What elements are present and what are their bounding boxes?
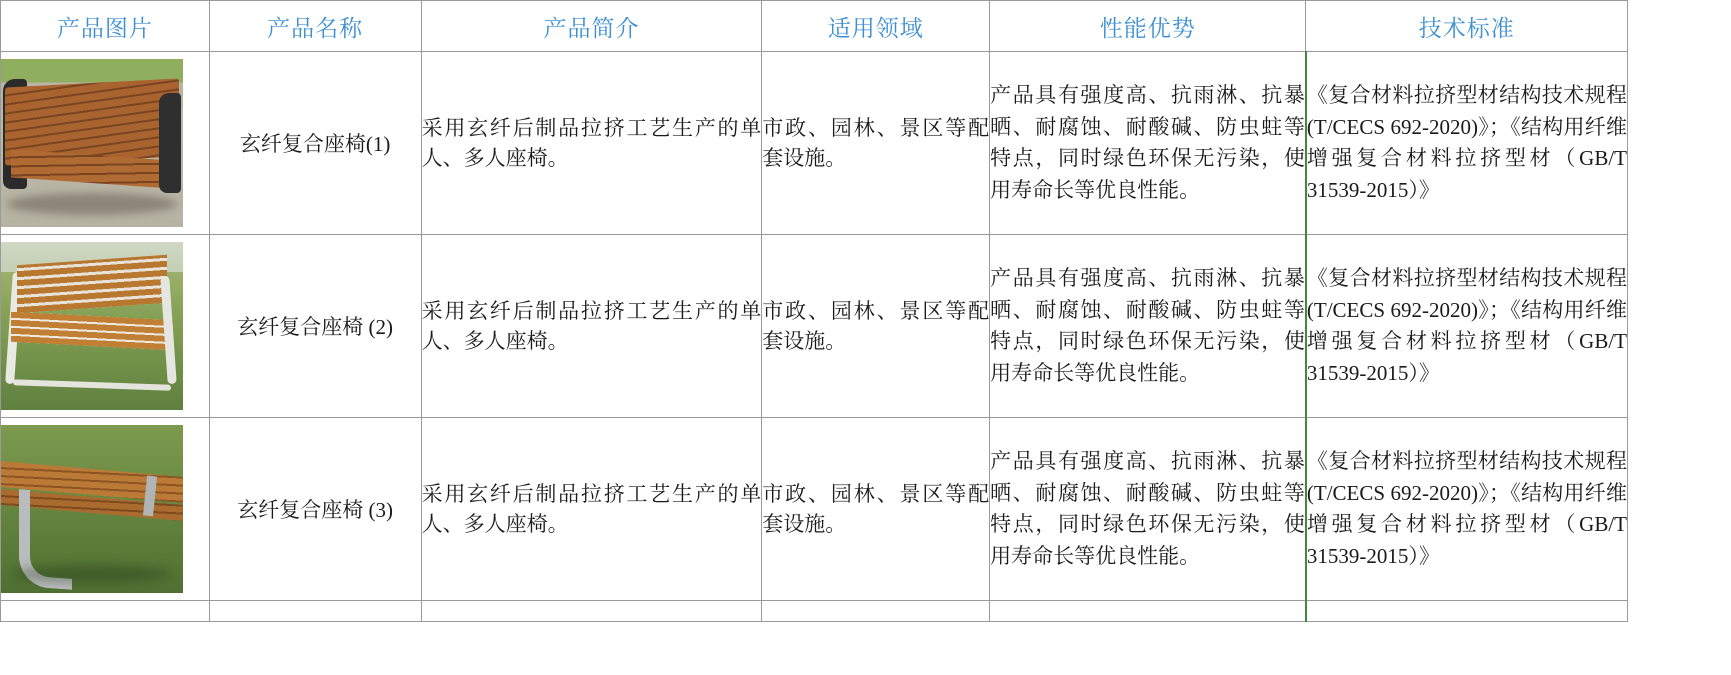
column-header-technical-standard: 技术标准 <box>1306 1 1628 52</box>
column-header-product-name: 产品名称 <box>209 1 421 52</box>
column-header-product-description: 产品简介 <box>421 1 762 52</box>
product-name-cell: 玄纤复合座椅 (2) <box>209 235 421 418</box>
product-name-cell: 玄纤复合座椅(1) <box>209 52 421 235</box>
technical-standard-cell-partial <box>1306 601 1628 622</box>
technical-standard-cell: 《复合材料拉挤型材结构技术规程(T/CECS 692-2020)》；《结构用纤维增强复合材料拉挤型材（GB/T 31539-2015）》 <box>1306 235 1628 418</box>
technical-standard-cell: 《复合材料拉挤型材结构技术规程(T/CECS 692-2020)》；《结构用纤维增强复合材料拉挤型材（GB/T 31539-2015）》 <box>1306 418 1628 601</box>
product-name-cell: 玄纤复合座椅 (3) <box>209 418 421 601</box>
product-description-cell: 采用玄纤后制品拉挤工艺生产的单人、多人座椅。 <box>421 235 762 418</box>
product-name-cell-partial <box>209 601 421 622</box>
product-description-cell-partial <box>421 601 762 622</box>
performance-cell: 产品具有强度高、抗雨淋、抗暴晒、耐腐蚀、耐酸碱、防虫蛀等特点，同时绿色环保无污染，使用寿命长等优良性能。 <box>990 52 1306 235</box>
application-field-cell: 市政、园林、景区等配套设施。 <box>762 418 990 601</box>
table-row-partial <box>1 601 1628 622</box>
column-header-product-image: 产品图片 <box>1 1 210 52</box>
performance-cell-partial <box>990 601 1306 622</box>
product-image-cell <box>1 235 210 418</box>
table-row <box>1 235 1628 418</box>
table-row <box>1 418 1628 601</box>
product-image-cell-partial <box>1 601 210 622</box>
application-field-cell: 市政、园林、景区等配套设施。 <box>762 52 990 235</box>
table-header-row <box>1 1 1628 52</box>
product-photo-bench-2 <box>1 242 183 410</box>
technical-standard-cell: 《复合材料拉挤型材结构技术规程(T/CECS 692-2020)》；《结构用纤维增强复合材料拉挤型材（GB/T 31539-2015）》 <box>1306 52 1628 235</box>
column-header-performance: 性能优势 <box>990 1 1306 52</box>
performance-cell: 产品具有强度高、抗雨淋、抗暴晒、耐腐蚀、耐酸碱、防虫蛀等特点，同时绿色环保无污染，使用寿命长等优良性能。 <box>990 235 1306 418</box>
application-field-cell: 市政、园林、景区等配套设施。 <box>762 235 990 418</box>
column-header-application-field: 适用领域 <box>762 1 990 52</box>
product-photo-bench-3 <box>1 425 183 593</box>
application-field-cell-partial <box>762 601 990 622</box>
table-row <box>1 52 1628 235</box>
product-image-cell <box>1 418 210 601</box>
product-description-cell: 采用玄纤后制品拉挤工艺生产的单人、多人座椅。 <box>421 52 762 235</box>
product-description-cell: 采用玄纤后制品拉挤工艺生产的单人、多人座椅。 <box>421 418 762 601</box>
product-photo-bench-1 <box>1 59 183 227</box>
performance-cell: 产品具有强度高、抗雨淋、抗暴晒、耐腐蚀、耐酸碱、防虫蛀等特点，同时绿色环保无污染，使用寿命长等优良性能。 <box>990 418 1306 601</box>
product-image-cell <box>1 52 210 235</box>
